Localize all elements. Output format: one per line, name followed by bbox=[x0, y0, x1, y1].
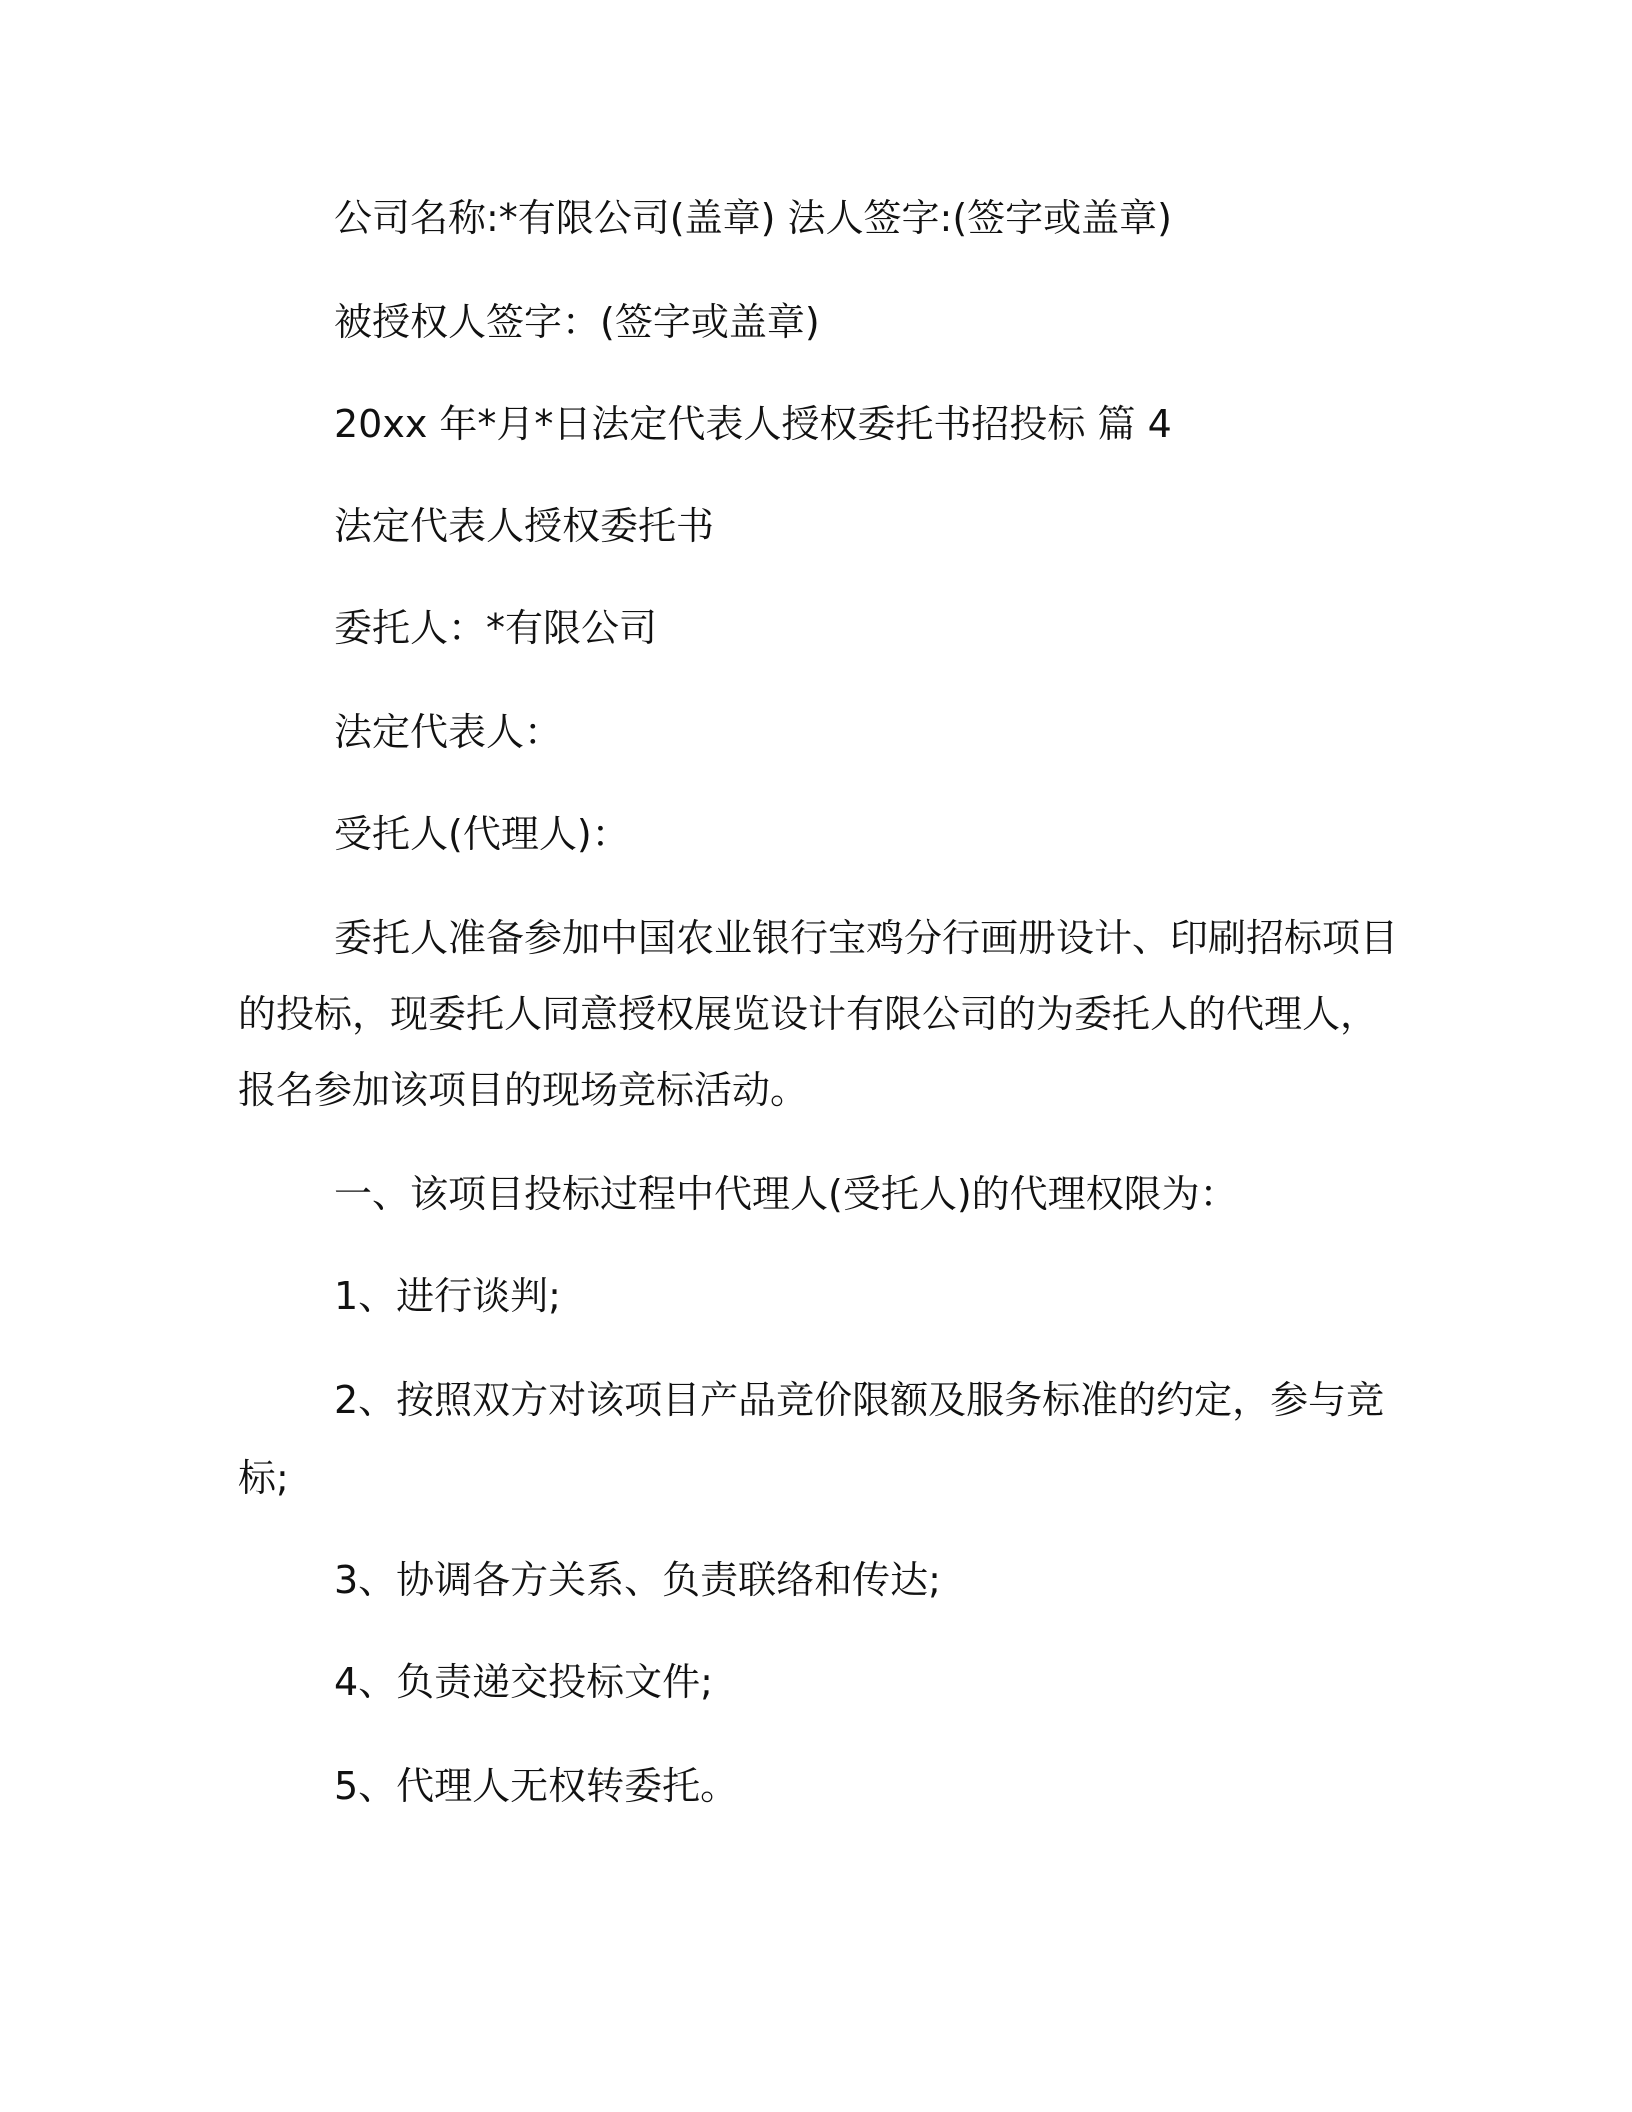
list-item-continuation: 标; bbox=[238, 1456, 289, 1500]
list-item: 3、协调各方关系、负责联络和传达; bbox=[334, 1558, 941, 1602]
date-heading-line: 20xx 年*月*日法定代表人授权委托书招投标 篇 4 bbox=[334, 402, 1172, 446]
list-item: 5、代理人无权转委托。 bbox=[334, 1764, 739, 1808]
list-item: 1、进行谈判; bbox=[334, 1274, 561, 1318]
list-item: 2、按照双方对该项目产品竞价限额及服务标准的约定，参与竞 bbox=[334, 1378, 1385, 1422]
agent-line: 受托人(代理人)： bbox=[334, 812, 630, 856]
section-heading: 一、该项目投标过程中代理人(受托人)的代理权限为： bbox=[334, 1172, 1238, 1216]
company-signature-line: 公司名称:*有限公司(盖章) 法人签字:(签字或盖章) bbox=[334, 196, 1172, 240]
paragraph-line: 委托人准备参加中国农业银行宝鸡分行画册设计、印刷招标项目 bbox=[334, 916, 1399, 960]
principal-line: 委托人：*有限公司 bbox=[334, 606, 658, 650]
paragraph-line: 的投标，现委托人同意授权展览设计有限公司的为委托人的代理人， bbox=[238, 992, 1379, 1036]
legal-representative-line: 法定代表人： bbox=[334, 710, 563, 754]
list-item: 4、负责递交投标文件; bbox=[334, 1660, 713, 1704]
paragraph-line: 报名参加该项目的现场竞标活动。 bbox=[238, 1068, 809, 1112]
document-title: 法定代表人授权委托书 bbox=[334, 504, 715, 548]
authorized-signature-line: 被授权人签字：(签字或盖章) bbox=[334, 300, 820, 344]
